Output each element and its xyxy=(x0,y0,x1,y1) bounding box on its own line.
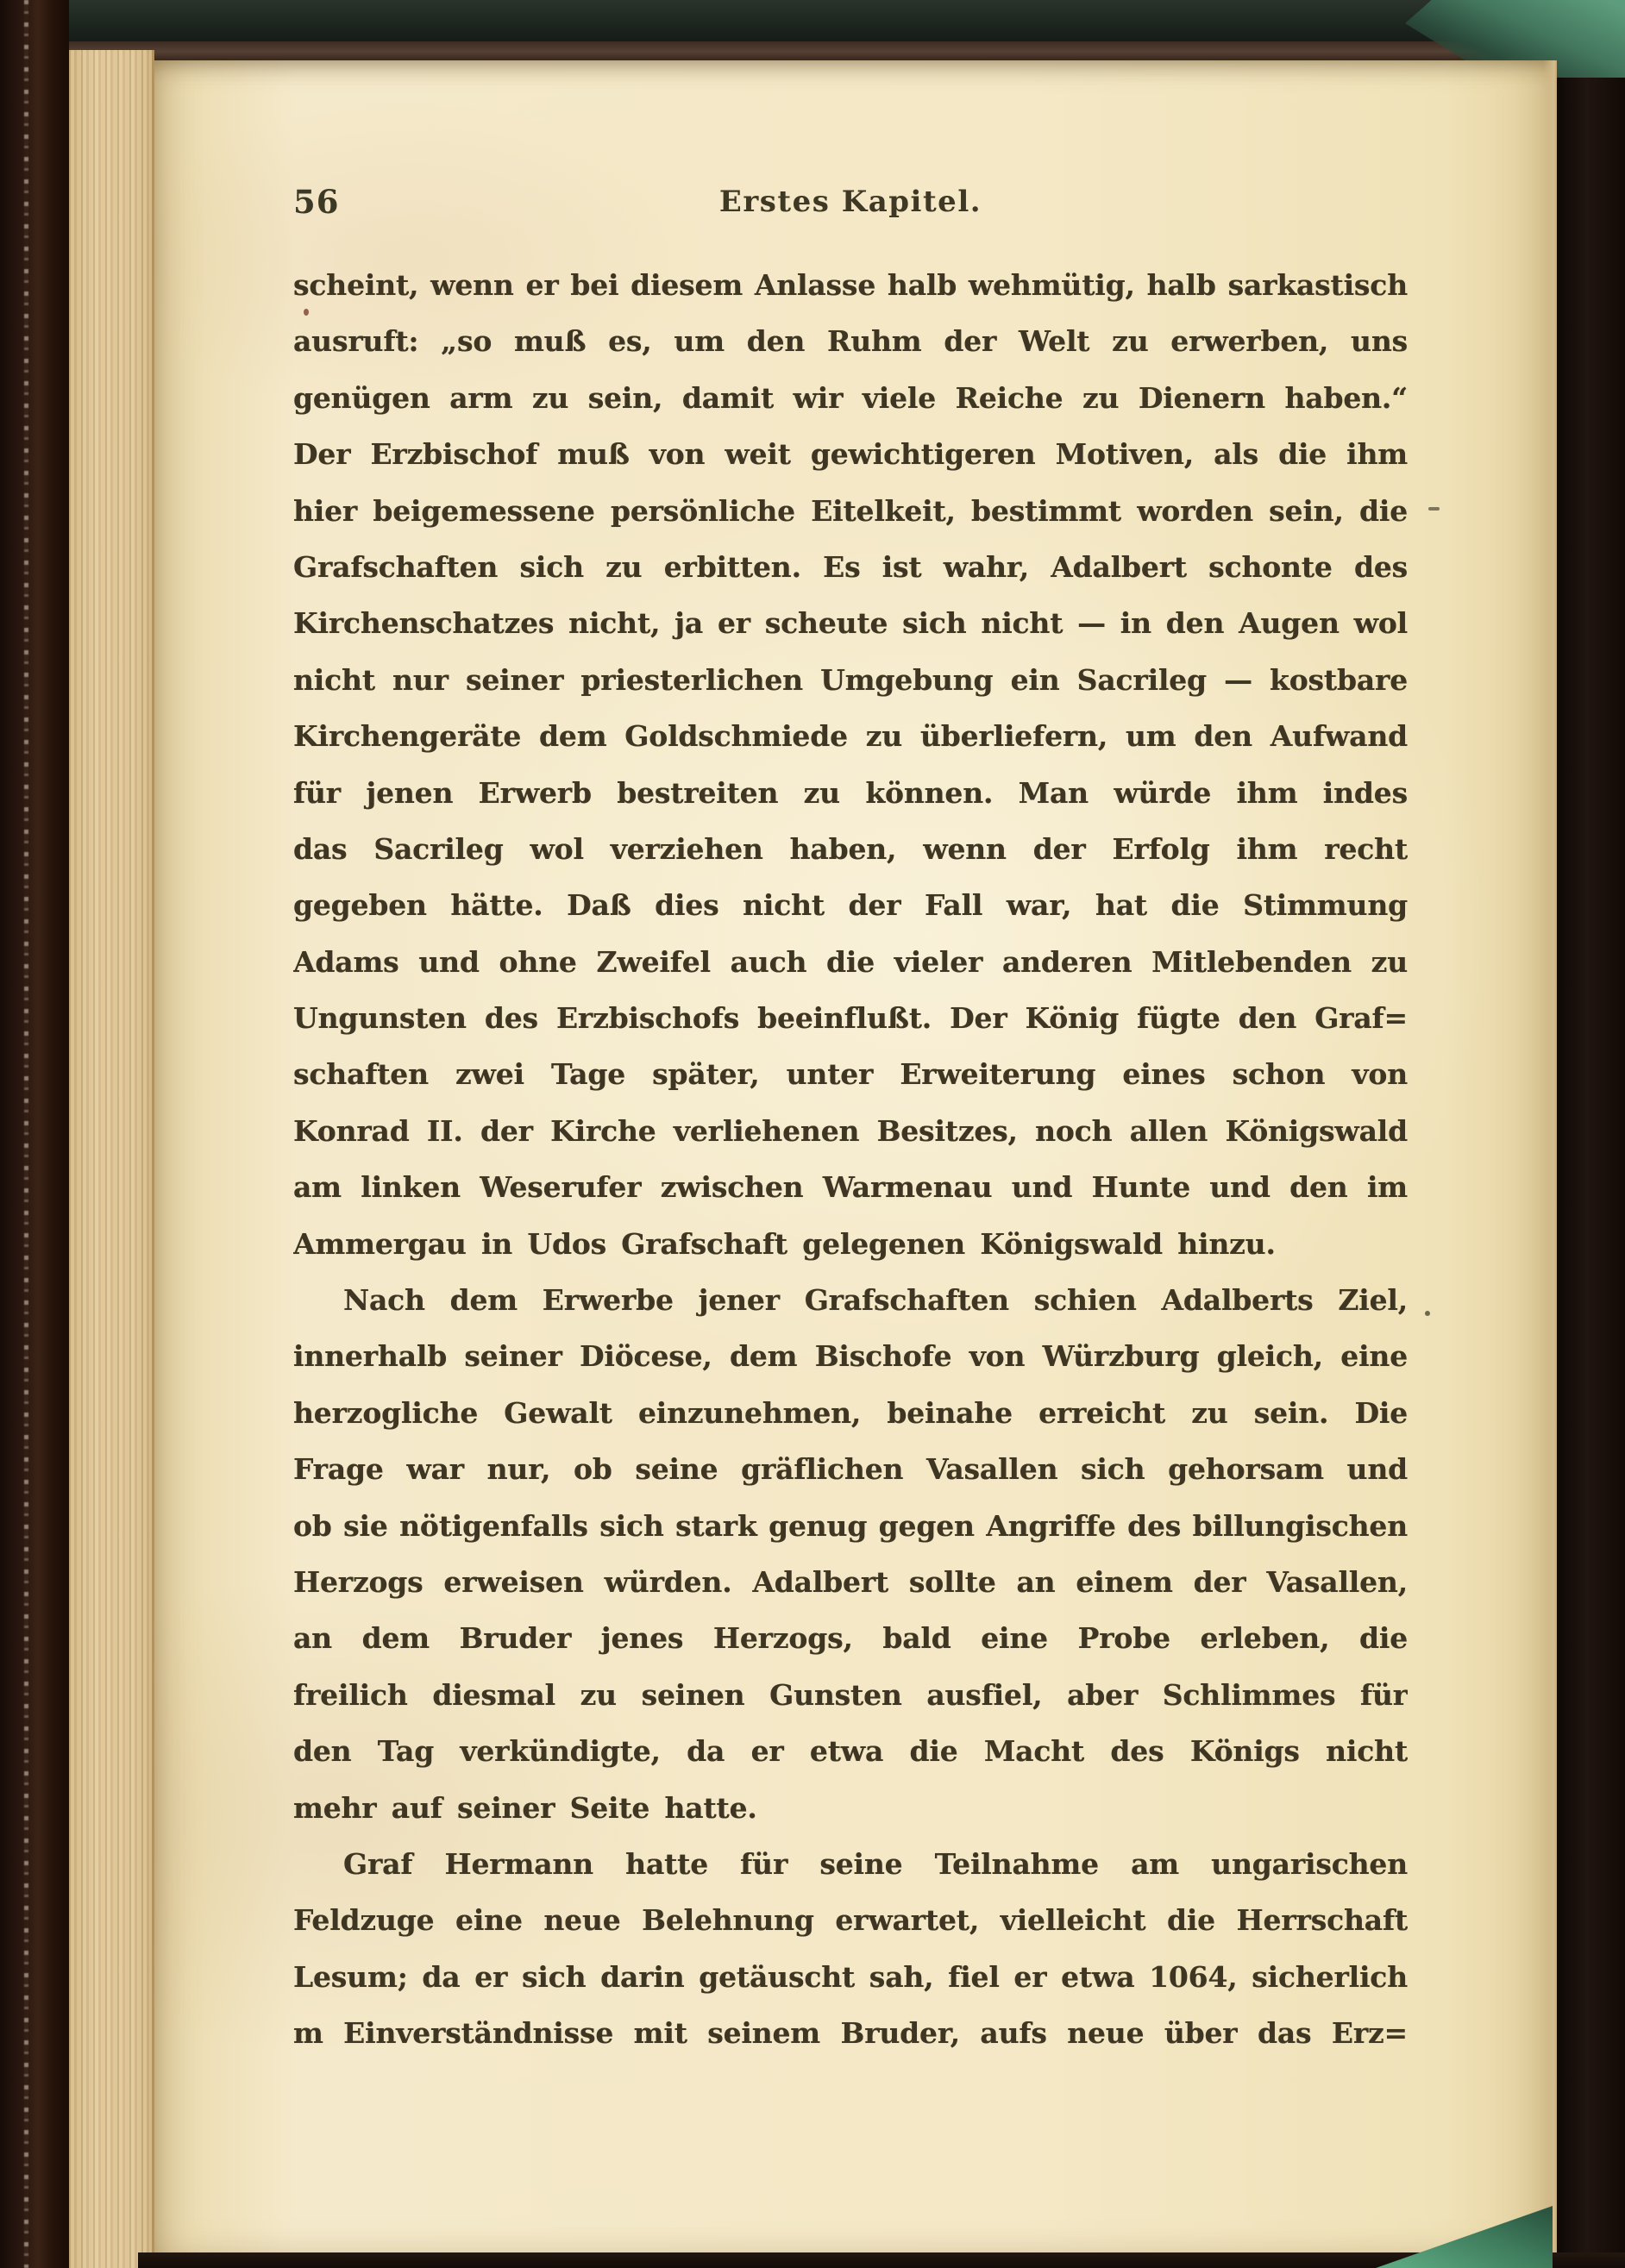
text-line: Graf Hermann hatte für seine Teilnahme am ungarischen xyxy=(343,1846,1408,1881)
text-line: Kirchenschatzes nicht, ja er scheute sich nicht — in den Augen wol xyxy=(293,606,1408,641)
text-line: Lesum; da er sich darin getäuscht sah, fiel er etwa 1064, sicherlich xyxy=(293,1959,1408,1994)
text-line: Der Erzbischof muß von weit gewichtigeren Motiven, als die ihm xyxy=(293,437,1408,472)
text-line: genügen arm zu sein, damit wir viele Reiche zu Dienern haben.“ xyxy=(293,380,1408,415)
text-line: Herzogs erweisen würden. Adalbert sollte an einem der Vasallen, xyxy=(293,1564,1408,1599)
text-line: Frage war nur, ob seine gräflichen Vasallen sich gehorsam und xyxy=(293,1452,1408,1487)
text-line: schaften zwei Tage später, unter Erweiterung eines schon von xyxy=(293,1057,1408,1092)
scan-speck xyxy=(1428,507,1440,511)
text-line: am linken Weserufer zwischen Warmenau und Hunte und den im xyxy=(293,1170,1408,1205)
page-number: 56 xyxy=(293,183,340,221)
text-line: hier beigemessene persönliche Eitelkeit, bestimmt worden sein, die xyxy=(293,493,1408,528)
cover-scratch-mark xyxy=(24,0,28,2268)
text-line: innerhalb seiner Diöcese, dem Bischofe von Würzburg gleich, eine xyxy=(293,1339,1408,1374)
book-cover-right-edge xyxy=(1556,0,1625,2268)
book-page xyxy=(154,60,1557,2252)
book-cover-left-edge xyxy=(0,0,69,2268)
page-fore-edges xyxy=(69,50,154,2268)
text-line: freilich diesmal zu seinen Gunsten ausfiel, aber Schlimmes für xyxy=(293,1677,1408,1712)
text-line: Feldzuge eine neue Belehnung erwartet, vielleicht die Herrschaft xyxy=(293,1903,1408,1938)
text-line: scheint, wenn er bei diesem Anlasse halb wehmütig, halb sarkastisch xyxy=(293,268,1408,302)
text-line: Kirchengeräte dem Goldschmiede zu überliefern, um den Aufwand xyxy=(293,719,1408,754)
text-line: Grafschaften sich zu erbitten. Es ist wahr, Adalbert schonte des xyxy=(293,549,1408,584)
text-line: Nach dem Erwerbe jener Grafschaften schien Adalberts Ziel, xyxy=(343,1283,1408,1318)
text-line: gegeben hätte. Daß dies nicht der Fall war, hat die Stimmung xyxy=(293,888,1408,923)
book-cover-top-edge xyxy=(0,0,1625,41)
text-line: m Einverständnisse mit seinem Bruder, aufs neue über das Erz= xyxy=(293,2016,1408,2051)
text-line: ob sie nötigenfalls sich stark genug gegen Angriffe des billungischen xyxy=(293,1508,1408,1543)
text-line: Adams und ohne Zweifel auch die vieler anderen Mitlebenden zu xyxy=(293,944,1408,979)
running-header: Erstes Kapitel. xyxy=(718,185,982,219)
text-line: Konrad II. der Kirche verliehenen Besitzes, noch allen Königswald xyxy=(293,1113,1408,1148)
text-line: für jenen Erwerb bestreiten zu können. Man würde ihm indes xyxy=(293,775,1408,810)
page-text-block xyxy=(293,257,1408,2062)
text-line: Ammergau in Udos Grafschaft gelegenen Königswald hinzu. xyxy=(293,1226,1276,1261)
text-line: herzogliche Gewalt einzunehmen, beinahe erreicht zu sein. Die xyxy=(293,1395,1408,1430)
text-line: Ungunsten des Erzbischofs beeinflußt. Der König fügte den Graf= xyxy=(293,1001,1408,1036)
text-line: an dem Bruder jenes Herzogs, bald eine Probe erleben, die xyxy=(293,1621,1408,1656)
scan-speck xyxy=(304,309,309,316)
text-line: ausruft: „so muß es, um den Ruhm der Welt zu erwerben, uns xyxy=(293,324,1408,359)
page-header xyxy=(293,183,1408,228)
text-line: den Tag verkündigte, da er etwa die Macht des Königs nicht xyxy=(293,1734,1408,1769)
scan-speck xyxy=(1425,1311,1430,1316)
text-line: das Sacrileg wol verziehen haben, wenn der Erfolg ihm recht xyxy=(293,831,1408,866)
text-line: mehr auf seiner Seite hatte. xyxy=(293,1790,757,1825)
text-line: nicht nur seiner priesterlichen Umgebung ein Sacrileg — kostbare xyxy=(293,662,1408,697)
